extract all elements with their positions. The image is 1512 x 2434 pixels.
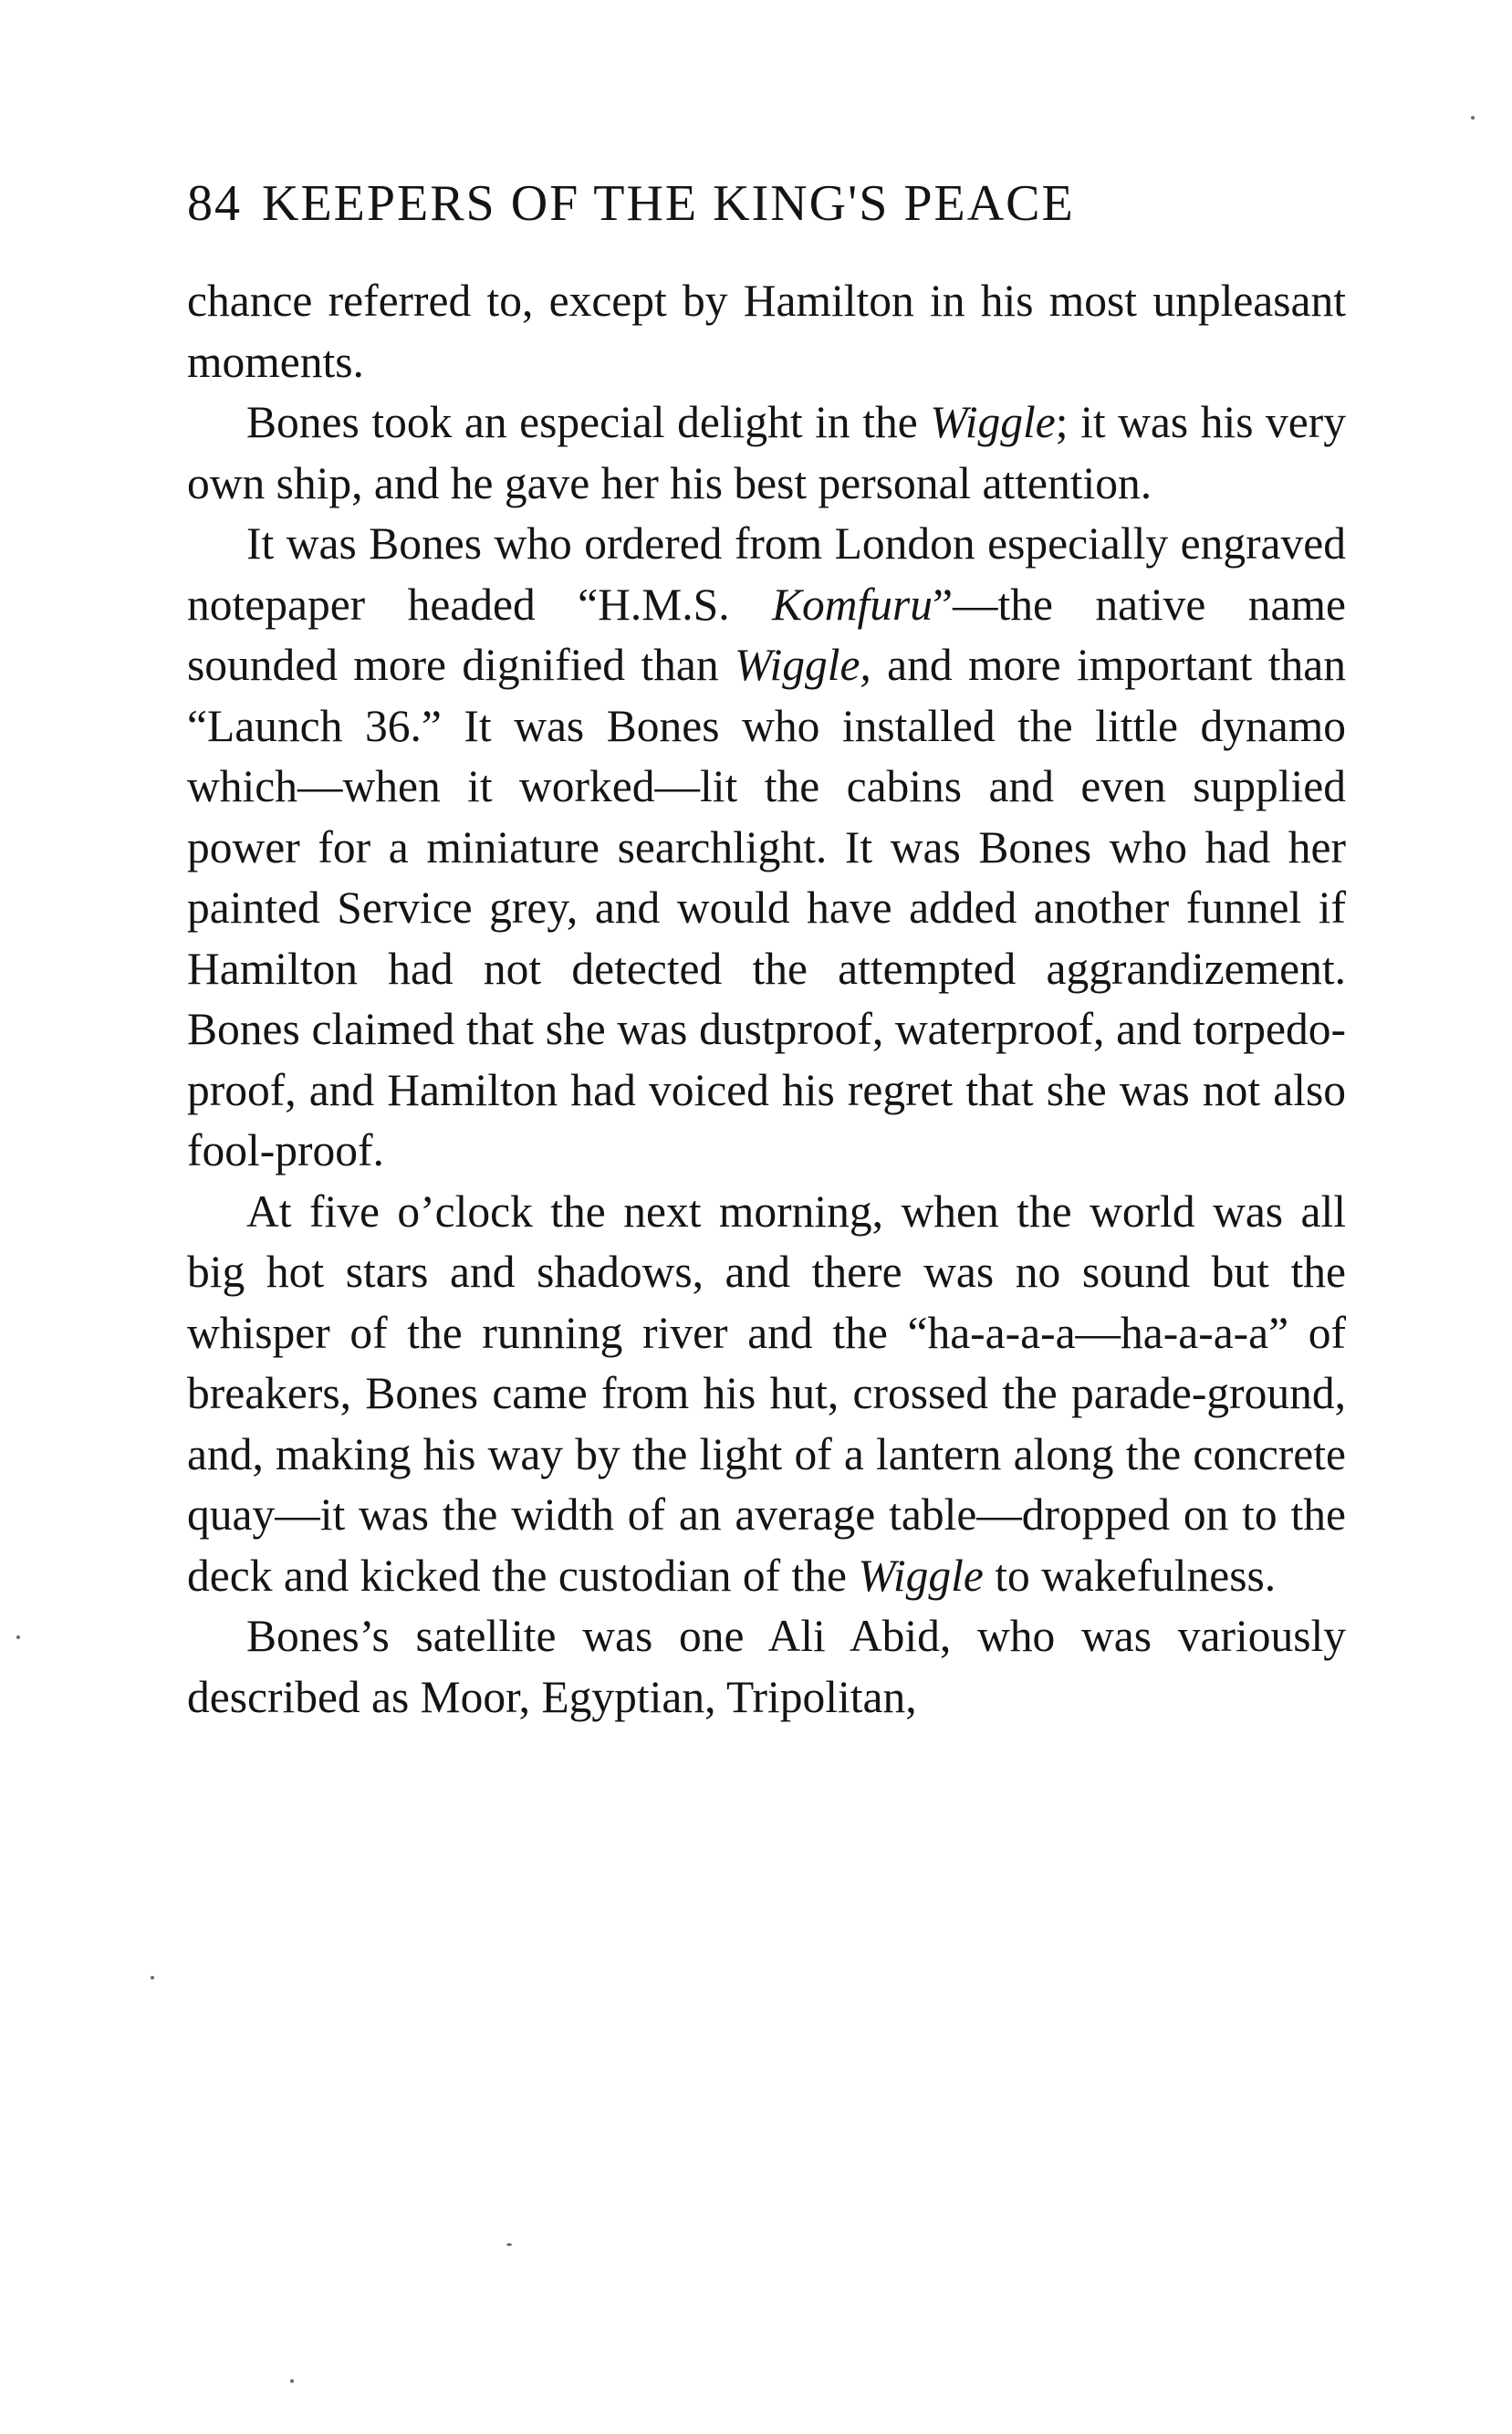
text-run: to wakefulness. xyxy=(983,1550,1277,1601)
text-run: chance referred to, except by Hamilton in his most unpleasant moments. xyxy=(187,276,1346,387)
italic-text: Komfuru xyxy=(772,579,933,630)
italic-text: Wiggle xyxy=(858,1550,984,1601)
text-run: It was Bones who ordered from London especially engraved notepaper headed “H.M.S. xyxy=(187,518,1346,630)
paragraph xyxy=(187,514,1346,1182)
text-run: Bones’s satellite was one Ali Abid, who was variously described as Moor, Egyptian, Tripolitan, xyxy=(187,1611,1346,1722)
text-run: and more important than “Launch 36.” It was Bones who installed the little dynamo which—when it worked—lit the cabins and even supplied power for a miniature searchlight. It was Bones who had her painted Service grey, and would have added another funnel if Hamilton had not detected the attempted aggrandizement. Bones claimed that she was dustproof, waterproof, and torpedo-proof, and Hamilton had voiced his regret that she was not also fool-proof. xyxy=(187,640,1346,1175)
paragraph xyxy=(187,1606,1346,1728)
italic-text: Wiggle, xyxy=(734,640,871,690)
scan-speck xyxy=(16,1635,20,1639)
paragraph xyxy=(187,392,1346,514)
text-run: Bones took an especial delight in the xyxy=(246,397,931,447)
text-run: ; it was his very own ship, and he gave her his best personal attention. xyxy=(187,397,1347,508)
running-header xyxy=(187,167,1373,240)
text-run: ”—the native name sounded more dignified than xyxy=(187,579,1346,690)
text-run: At five o’clock the next morning, when the world was all big hot stars and shadows, and there was no sound but the whisper of the running river and the “ha-a-a-a—ha-a-a-a” of breakers, Bones came from his hut, crossed the parade-ground, and, making his way by the light of a lantern along the concrete quay—it was the width of an average table—dropped on to the deck and kicked the custodian of the xyxy=(187,1186,1346,1601)
scan-speck xyxy=(290,2379,294,2383)
running-title: KEEPERS OF THE KING'S PEACE xyxy=(262,175,1075,232)
page-number: 84 xyxy=(187,175,242,232)
scan-speck xyxy=(1471,116,1475,120)
scan-speck xyxy=(506,2243,512,2246)
paragraph xyxy=(187,1182,1346,1607)
italic-text: Wiggle xyxy=(930,397,1056,447)
scan-speck xyxy=(151,1976,154,1980)
body-text xyxy=(187,271,1346,1728)
paragraph xyxy=(187,271,1346,392)
